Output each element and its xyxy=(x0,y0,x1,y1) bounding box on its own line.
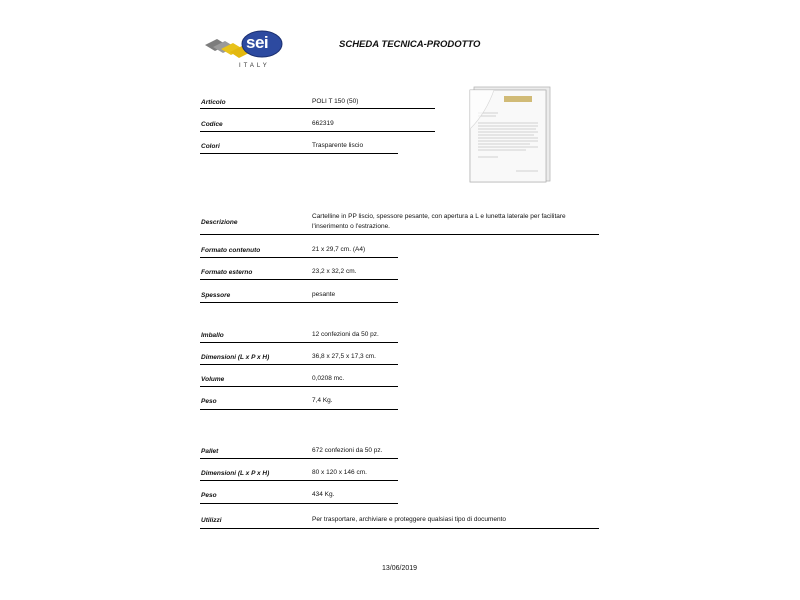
label-dimensioni-pallet: Dimensioni (L x P x H) xyxy=(201,470,270,477)
label-formato-esterno: Formato esterno xyxy=(201,269,253,276)
value-peso-imballo: 7,4 Kg. xyxy=(312,397,333,404)
divider xyxy=(200,503,398,504)
divider xyxy=(200,409,398,410)
divider xyxy=(200,257,398,258)
value-formato-esterno: 23,2 x 32,2 cm. xyxy=(312,268,357,275)
label-peso-pallet: Peso xyxy=(201,492,217,499)
divider xyxy=(200,279,398,280)
label-imballo: Imballo xyxy=(201,332,224,339)
label-peso-imballo: Peso xyxy=(201,398,217,405)
label-formato-contenuto: Formato contenuto xyxy=(201,247,261,254)
divider xyxy=(200,131,435,132)
value-descrizione-line2: l'inserimento o l'estrazione. xyxy=(312,223,390,230)
value-peso-pallet: 434 Kg. xyxy=(312,491,335,498)
value-pallet: 672 confezioni da 50 pz. xyxy=(312,447,383,454)
divider xyxy=(200,364,398,365)
value-colori: Trasparente liscio xyxy=(312,142,364,149)
divider xyxy=(200,108,435,109)
value-dimensioni-pallet: 80 x 120 x 146 cm. xyxy=(312,469,367,476)
divider xyxy=(200,342,398,343)
value-descrizione-line1: Cartelline in PP liscio, spessore pesante, con apertura a L e lunetta laterale per facilitare xyxy=(312,213,566,220)
label-articolo: Articolo xyxy=(201,99,226,106)
label-utilizzi: Utilizzi xyxy=(201,517,222,524)
value-volume: 0,0208 mc. xyxy=(312,375,345,382)
label-descrizione: Descrizione xyxy=(201,219,238,226)
divider xyxy=(200,302,398,303)
label-volume: Volume xyxy=(201,376,225,383)
logo-subtext: ITALY xyxy=(239,63,270,69)
logo-wordmark: sei xyxy=(246,33,269,52)
value-spessore: pesante xyxy=(312,291,336,298)
divider xyxy=(200,386,398,387)
value-dimensioni-imballo: 36,8 x 27,5 x 17,3 cm. xyxy=(312,353,376,360)
label-spessore: Spessore xyxy=(201,292,231,299)
page-title: SCHEDA TECNICA-PRODOTTO xyxy=(339,39,481,50)
value-utilizzi: Per trasportare, archiviare e proteggere qualsiasi tipo di documento xyxy=(312,516,507,523)
value-articolo: POLI T 150 (50) xyxy=(312,98,359,105)
value-formato-contenuto: 21 x 29,7 cm. (A4) xyxy=(312,246,366,253)
divider xyxy=(200,153,398,154)
divider xyxy=(200,458,398,459)
label-codice: Codice xyxy=(201,121,223,128)
divider xyxy=(200,480,398,481)
label-colori: Colori xyxy=(201,143,220,150)
product-photo xyxy=(468,85,552,183)
label-pallet: Pallet xyxy=(201,448,219,455)
label-dimensioni-imballo: Dimensioni (L x P x H) xyxy=(201,354,270,361)
divider xyxy=(200,234,599,235)
value-imballo: 12 confezioni da 50 pz. xyxy=(312,331,379,338)
footer-date: 13/06/2019 xyxy=(382,565,418,572)
divider xyxy=(200,528,599,529)
value-codice: 662319 xyxy=(312,120,334,127)
